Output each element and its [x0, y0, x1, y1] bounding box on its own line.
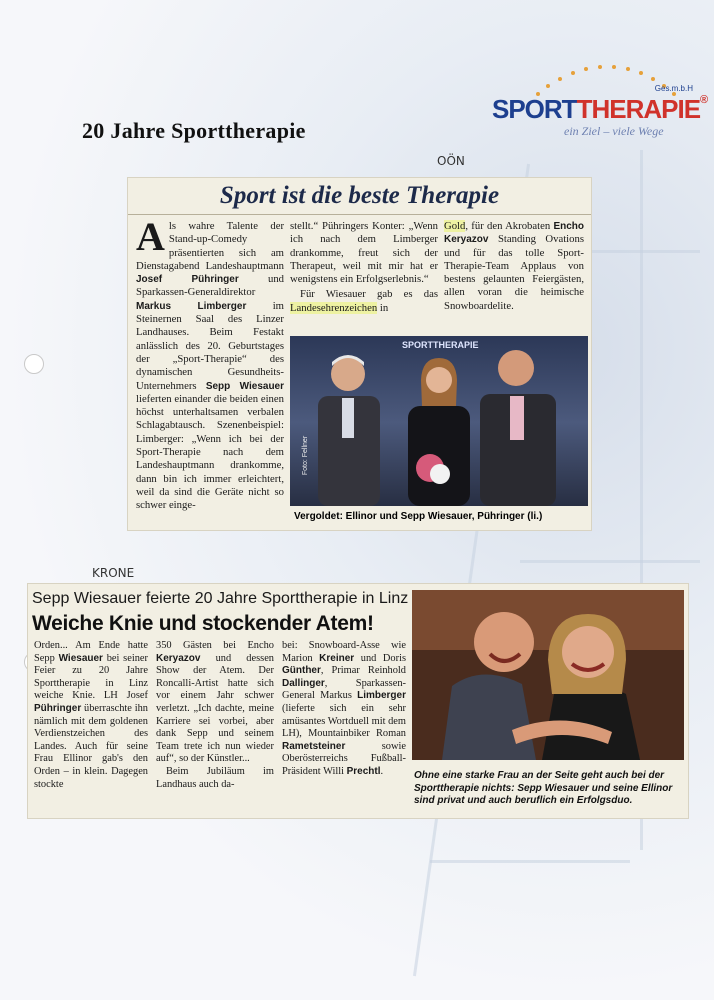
clipping-kicker: Sepp Wiesauer feierte 20 Jahre Sporttherapie in Linz [32, 590, 409, 607]
name: Sepp Wiesauer [205, 380, 284, 392]
article-column-3 [282, 640, 406, 779]
photo-credit: Foto: Fellner [302, 435, 310, 476]
text: und Doris [354, 652, 407, 664]
article-paragraph [444, 220, 584, 313]
article-photo [290, 336, 588, 528]
name: Keryazov [156, 652, 201, 664]
logo-part-2: THERAPIE [576, 94, 701, 124]
text: überraschte ihn nämlich mit dem goldenen Verdienstzeichen des Landes. Auch für seine Frau Ellinor gab's den Orden – in klein. Dagegen stockte [34, 702, 148, 790]
article-column-1 [136, 214, 284, 513]
article-paragraph [282, 640, 406, 779]
text: im Steinernen Saal des Linzer Landhauses. Beim Festakt anlässlich des 20. Geburtstages der „Sport-Therapie“ des dynamischen Gesundheits-Unternehmers [136, 299, 284, 392]
logo-tagline: ein Ziel – viele Wege [564, 124, 664, 138]
text: Für Wiesauer gab es das [300, 288, 438, 301]
text: lieferten einander die beiden einen höchst unterhaltsamen verbalen Schlagabtausch. Szenenbeispiel: Limberger: „Wenn ich bei der Sport-Therapie nach dem Landeshauptmann drankomme, dann bin ich immer erleichtert, weil da sind die Geräte nicht so schwer einge- [136, 392, 284, 512]
text: Standing Ovations und für das tolle Sport-Therapie-Team Applaus von bestens gelaunten Feiergästen, allen voran die heimische Snowboardelite. [444, 233, 584, 312]
photo-couple-illustration [412, 590, 684, 760]
registered-mark: ® [700, 94, 708, 106]
backdrop-sign: SPORTTHERAPIE [402, 340, 479, 350]
name: Prechtl [346, 765, 381, 777]
photo-caption: Vergoldet: Ellinor und Sepp Wiesauer, Pühringer (li.) [290, 506, 588, 528]
text: (lieferte sich ein sehr amüsantes Wortduell mit dem LH), Mountainbiker Roman [282, 702, 406, 740]
handwritten-note: OÖN [437, 154, 465, 168]
text: in [377, 301, 389, 314]
article-paragraph: Beim Jubiläum im Landhaus auch da- [156, 765, 274, 790]
background-decoration [430, 860, 630, 863]
text: Orden... Am Ende hatte Sepp [34, 640, 148, 664]
article-paragraph [290, 288, 438, 315]
text: und dessen Show der Atem. Der Roncalli-Artist hatte sich vor einem Jahr schwer verletzt. „Ich dachte, meine Karriere sei vorbei, aber dank Sepp und seinem Team trete ich nun wieder auf“, so der Künstler... [156, 652, 274, 765]
newspaper-clipping-oon [128, 178, 591, 530]
article-paragraph [156, 640, 274, 766]
highlighted-text: Gold [444, 220, 466, 232]
name: Encho Keryazov [444, 221, 584, 246]
page-title: 20 Jahre Sporttherapie [82, 118, 306, 143]
name: Günther [282, 665, 321, 677]
name: Rametsteiner [282, 740, 346, 752]
text: und Sparkassen-Generaldirektor [136, 273, 284, 299]
article-paragraph [136, 214, 284, 513]
article-column-1 [34, 640, 148, 791]
highlighted-text: Landesehrenzeichen [290, 301, 378, 314]
name: Kreiner [319, 652, 355, 664]
article-column-2 [290, 220, 438, 315]
clipping-headline: Sport ist die beste Therapie [128, 178, 591, 215]
text: bei seiner Feier zu 20 Jahre Sporttherapie in Linz weiche Knie. LH Josef [34, 652, 148, 702]
article-paragraph [34, 640, 148, 791]
text: . [380, 765, 384, 777]
logo-wordmark [492, 94, 707, 125]
text: , Primar Reinhold [320, 665, 406, 677]
newspaper-clipping-krone [28, 584, 688, 818]
background-decoration [520, 560, 700, 563]
text: ls wahre Talente der Stand-up-Comedy präsentierten sich am Dienstagabend Landeshauptmann [136, 220, 284, 272]
punch-hole [24, 354, 44, 374]
article-column-3 [444, 220, 584, 313]
name: Limberger [357, 690, 406, 702]
handwritten-note: KRONE [92, 566, 135, 580]
drop-cap: A [136, 214, 165, 259]
text: bei: Snowboard-Asse wie Marion [282, 640, 406, 664]
logo-part-1: SPORT [492, 94, 577, 124]
photo-caption: Ohne eine starke Frau an der Seite geht auch bei der Sporttherapie nichts: Sepp Wiesauer und seine Ellinor sind privat und auch beruflich ein Erfolgsduo. [414, 770, 673, 806]
text: , Sparkassen-General Markus [282, 677, 406, 702]
name: Josef Pühringer [136, 274, 239, 286]
photo-people-illustration [290, 336, 588, 506]
text: , für den Akrobaten [465, 220, 554, 232]
name: Dallinger [282, 677, 325, 689]
name: Wiesauer [58, 652, 103, 664]
company-form: Ges.m.b.H [654, 84, 693, 93]
sporttherapie-logo [488, 60, 708, 145]
article-column-2 [156, 640, 274, 791]
clipping-headline: Weiche Knie und stockender Atem! [32, 612, 374, 635]
article-photo [412, 590, 684, 760]
text: sowie Oberösterreichs Fußball-Präsident Willi [282, 740, 406, 777]
name: Pühringer [34, 702, 82, 714]
name: Markus Limberger [136, 300, 247, 312]
article-paragraph: stellt.“ Pühringers Konter: „Wenn ich nach dem Limberger drankomme, freut sich der Therapeut, weil mit mir hat er wenigstens ein Erfolgserlebnis.“ [290, 220, 438, 286]
text: 350 Gästen bei Encho [156, 640, 274, 651]
